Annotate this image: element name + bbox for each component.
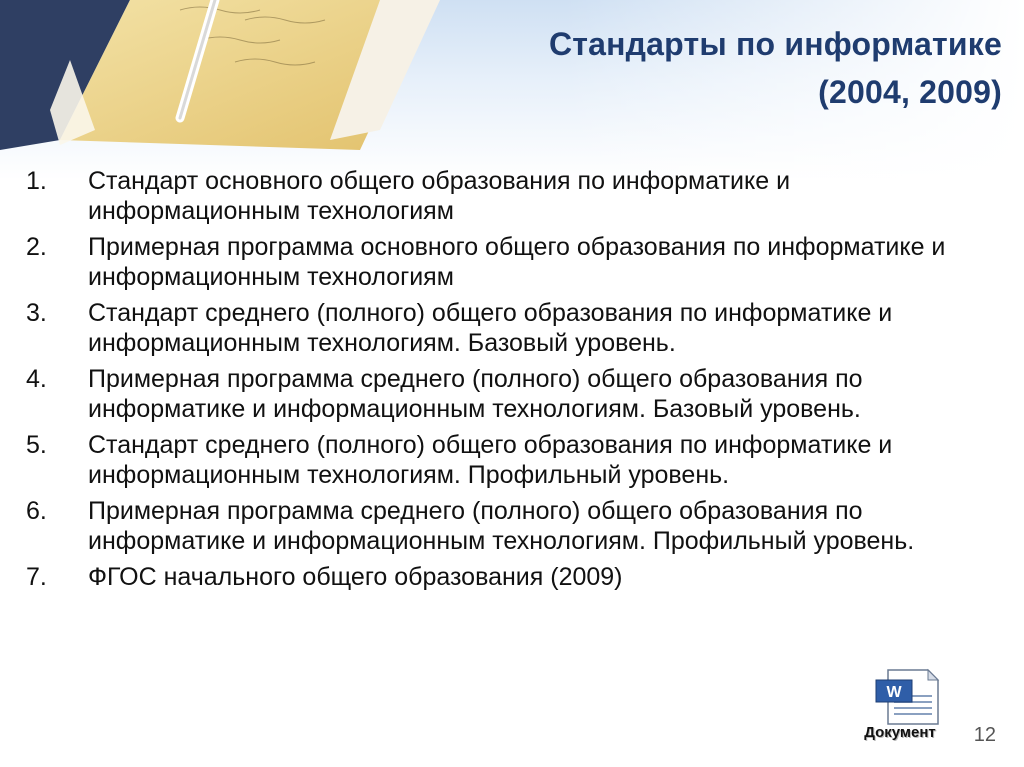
word-document-icon[interactable] bbox=[848, 666, 958, 756]
list-item-number: 6. bbox=[26, 497, 47, 525]
list-item-text: Примерная программа среднего (полного) общего образования по информатике и информационным технологиям. Профильный уровень. bbox=[88, 497, 915, 555]
slide-number: 12 bbox=[973, 724, 996, 746]
svg-text:W: W bbox=[886, 684, 902, 701]
list-item-text: ФГОС начального общего образования (2009) bbox=[88, 563, 623, 591]
title-line-2: (2004, 2009) bbox=[818, 74, 1002, 110]
list-item-number: 5. bbox=[26, 431, 47, 459]
list-item-number: 2. bbox=[26, 233, 47, 261]
list-item bbox=[26, 298, 986, 358]
list-item-text: Стандарт среднего (полного) общего образования по информатике и информационным технологиям. Профильный уровень. bbox=[88, 431, 893, 489]
list-item-number: 1. bbox=[26, 167, 47, 195]
list-item bbox=[26, 232, 986, 292]
document-label[interactable]: Документ bbox=[864, 724, 936, 741]
list-item-number: 4. bbox=[26, 365, 47, 393]
list-item-number: 3. bbox=[26, 299, 47, 327]
list-item bbox=[26, 166, 986, 226]
standards-list bbox=[26, 166, 986, 598]
slide-title bbox=[402, 20, 1002, 116]
list-item bbox=[26, 496, 986, 556]
list-item-text: Примерная программа среднего (полного) общего образования по информатике и информационным технологиям. Базовый уровень. bbox=[88, 365, 863, 423]
title-line-1: Стандарты по информатике bbox=[548, 26, 1002, 62]
list-item bbox=[26, 364, 986, 424]
list-item-number: 7. bbox=[26, 563, 47, 591]
list-item bbox=[26, 562, 986, 592]
list-item-text: Примерная программа основного общего образования по информатике и информационным технологиям bbox=[88, 233, 946, 291]
list-item bbox=[26, 430, 986, 490]
list-item-text: Стандарт среднего (полного) общего образования по информатике и информационным технологиям. Базовый уровень. bbox=[88, 299, 893, 357]
list-item-text: Стандарт основного общего образования по информатике и информационным технологиям bbox=[88, 167, 791, 225]
